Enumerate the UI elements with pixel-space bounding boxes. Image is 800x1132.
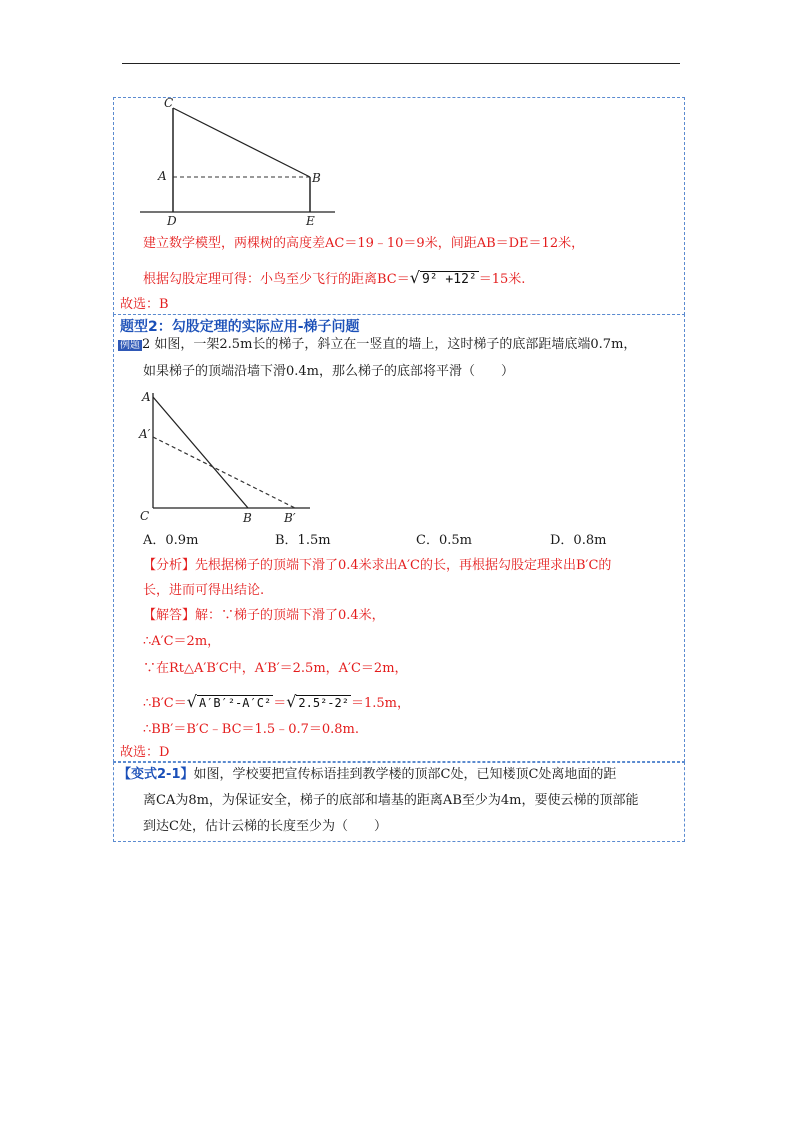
- label-e: E: [306, 214, 315, 228]
- variant-line-2: 离CA为8m，为保证安全，梯子的底部和墙基的距离AB至少为4m，要使云梯的顶部能: [143, 793, 639, 808]
- analysis-line-2: 长，进而可得出结论.: [143, 583, 265, 598]
- answer-line-1: 【解答】解：∵梯子的顶端下滑了0.4米，: [143, 608, 385, 623]
- sqrt-sign: √: [286, 692, 297, 711]
- answer-line-5: ∴BB′＝B′C﹣BC＝1.5﹣0.7＝0.8m.: [143, 722, 360, 737]
- label-a: A: [142, 390, 151, 404]
- label-a: A: [158, 169, 167, 183]
- question-line-1-text: 2 如图，一架2.5m长的梯子，斜立在一竖直的墙上，这时梯子的底部距墙底端0.7m，: [142, 337, 637, 352]
- answer-line-3: ∵在Rt△A′B′C中，A′B′＝2.5m，A′C＝2m，: [143, 661, 408, 676]
- option-d: D．0.8m: [550, 533, 607, 548]
- label-c: C: [164, 96, 174, 110]
- equals: ＝: [273, 696, 287, 711]
- ladder-after: [153, 437, 295, 508]
- radicand-1: 9² +12²: [421, 272, 477, 287]
- label-b-prime: B′: [284, 511, 296, 525]
- question-line-1: [118, 337, 636, 354]
- answer-d: 故选：D: [120, 745, 170, 760]
- answer-line-2: ∴A′C＝2m，: [143, 634, 221, 649]
- question-line-2: 如果梯子的顶端沿墙下滑0.4m，那么梯子的底部将平滑（ ）: [143, 364, 515, 379]
- answer-line-4-suffix: ＝1.5m，: [350, 696, 410, 711]
- label-c: C: [140, 509, 150, 523]
- variant-line-1-text: 如图，学校要把宣传标语挂到教学楼的顶部C处，已知楼顶C处离地面的距: [193, 767, 617, 782]
- label-a-prime: A′: [139, 427, 151, 441]
- radicand-2: 2.5²-2²: [298, 696, 349, 710]
- ladder-diagram: [130, 385, 330, 530]
- flight-path-bc: [173, 108, 310, 177]
- example-tag: 例题: [120, 340, 140, 351]
- radicand-1: A′B′²-A′C²: [198, 696, 272, 710]
- label-b: B: [243, 511, 252, 525]
- analysis-line-1: 【分析】先根据梯子的顶端下滑了0.4米求出A′C的长，再根据勾股定理求出B′C的: [143, 558, 612, 573]
- header-rule: [122, 63, 680, 64]
- sqrt-sign: √: [409, 268, 420, 287]
- solution-line-2-prefix: 根据勾股定理可得：小鸟至少飞行的距离BC＝: [143, 272, 410, 287]
- label-d: D: [167, 214, 177, 228]
- option-c: C．0.5m: [416, 533, 472, 548]
- answer-b: 故选：B: [120, 297, 169, 312]
- option-a: A．0.9m: [143, 533, 199, 548]
- tree-diagram: [130, 95, 350, 230]
- answer-line-4: [143, 694, 410, 712]
- ladder-before: [153, 397, 248, 508]
- sqrt-sign: √: [186, 692, 197, 711]
- solution-line-1: 建立数学模型，两棵树的高度差AC＝19﹣10＝9米，间距AB＝DE＝12米，: [143, 236, 585, 251]
- solution-line-2: [143, 270, 525, 288]
- section-title: 题型2：勾股定理的实际应用-梯子问题: [120, 319, 360, 335]
- label-b: B: [312, 171, 321, 185]
- variant-line-1: [118, 767, 616, 783]
- variant-label: 【变式2-1】: [118, 767, 194, 782]
- solution-line-2-suffix: ＝15米.: [478, 272, 526, 287]
- answer-line-4-prefix: ∴B′C＝: [143, 696, 187, 711]
- variant-line-3: 到达C处，估计云梯的长度至少为（ ）: [143, 819, 387, 834]
- option-b: B．1.5m: [275, 533, 331, 548]
